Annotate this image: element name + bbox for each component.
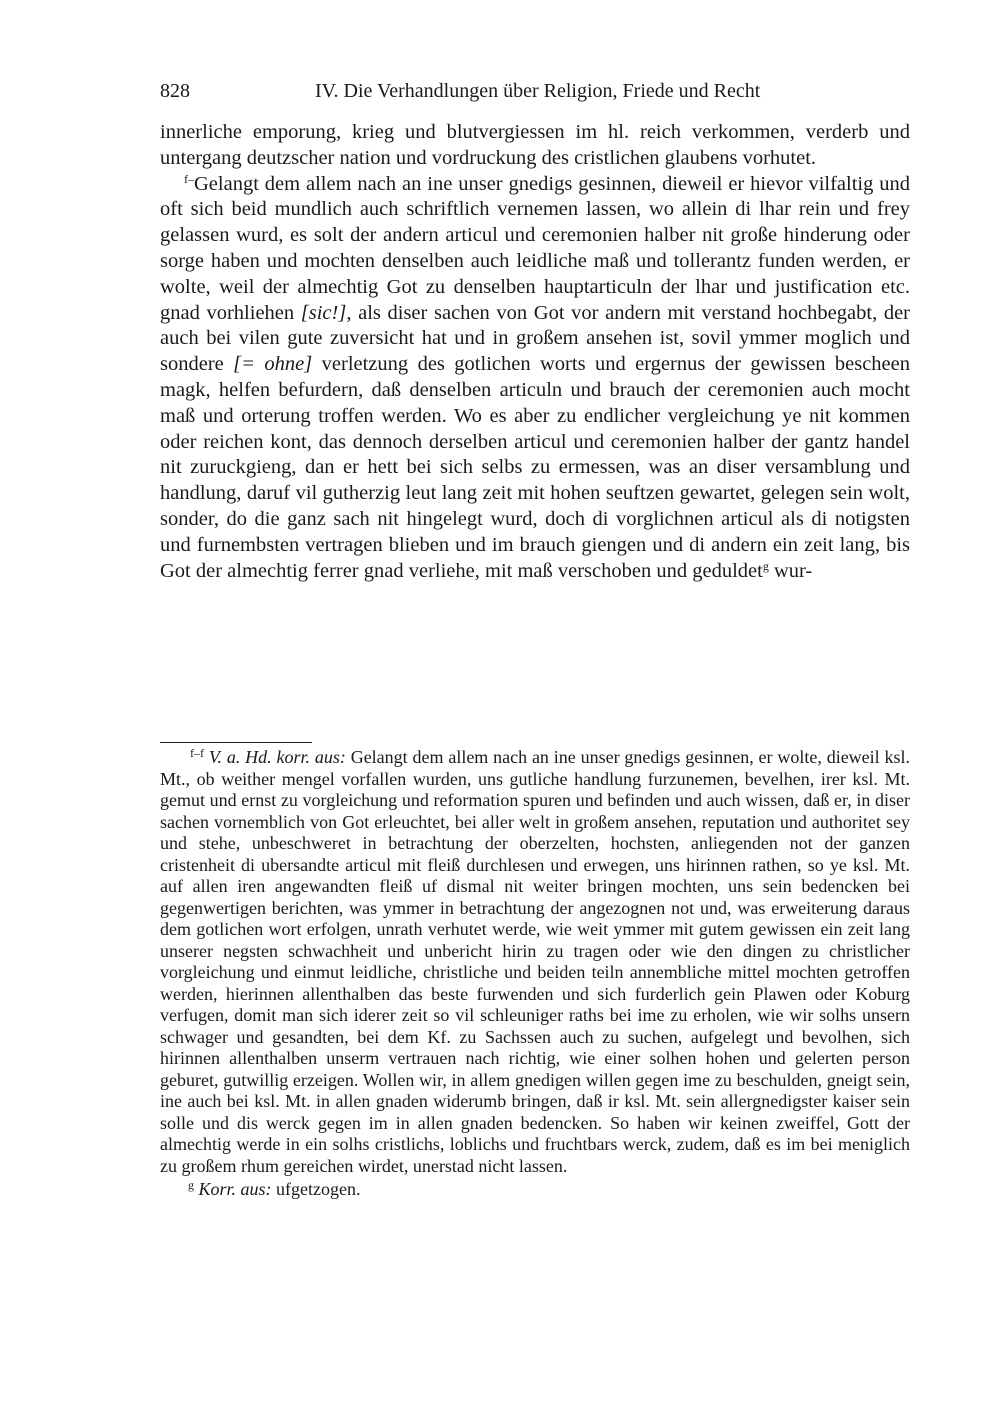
footnote-f-intro: V. a. Hd. korr. aus: (208, 747, 346, 767)
editorial-ohne: [= ohne] (233, 353, 313, 376)
footnote-f (160, 747, 910, 1177)
paragraph-2-text-d: wur- (768, 559, 813, 582)
footnote-rule (160, 742, 312, 743)
footnote-g (160, 1179, 910, 1201)
footnotes (160, 747, 910, 1201)
running-header (160, 80, 910, 110)
paragraph-2-text-c: verletzung des gotlichen worts und ergernus der gewissen bescheen magk, helfen befurdern, daß denselben articuln und brauch der ceremonien auch mocht maß und orterung troffen werden. Wo es aber zu endlicher vergleichung ye nit kommen oder reichen kont, das dennoch derselben articul und ceremonien halber der gantz handel nit zuruckgieng, dan er hett bei sich selbs zu ermessen, was an diser versamblung und handlung, daruf vil gutherzig leut lang zeit mit hohen seuftzen gewartet, gelegen sein wolt, sonder, do die ganz sach nit hingelegt wurd, doch di vorglichnen articul als di notigsten und furnembsten vertragen blieben und im brauch giengen und di andern ein zeit lang, bis Got der almechtig ferrer gnad verliehe, mit maß verschoben und geduldet (160, 353, 911, 582)
paragraph-2-text-b: , als diser sachen von Got vor andern mit verstand hochbegabt, der auch bei vilen gute zuversicht hat und in großem ansehen ist, sovil ymmer moglich und sondere (160, 301, 910, 376)
footnote-f-label: f–f (190, 746, 204, 760)
footnote-g-intro: Korr. aus: (198, 1179, 272, 1199)
paragraph-2-text-a: Gelangt dem allem nach an ine unser gnedigs gesinnen, dieweil er hievor vilfaltig und oft sich beid mundlich auch schriftlich vernemen lassen, wo allein di lhar rein und frey gelassen wurd, es solt der andern articul und ceremonien halber nit große hinderung oder sorge haben und mochten denselben auch leidliche maß und tollerantz funden werden, er wolte, weil der almechtig Got zu denselben hauptarticuln der lhar und justification etc. gnad vorhliehen (160, 172, 910, 324)
footnote-marker-g: g (762, 558, 769, 573)
paragraph-1: innerliche emporung, krieg und blutvergiessen im hl. reich verkommen, verderb und untergang deutzscher nation und vordruckung des cristlichen glaubens vorhutet. (160, 121, 910, 169)
running-title: IV. Die Verhandlungen über Religion, Friede und Recht (315, 80, 761, 102)
editorial-sic: [sic!] (300, 301, 347, 324)
footnote-g-label: g (188, 1178, 194, 1192)
main-text (160, 120, 910, 584)
paragraph-2 (160, 172, 910, 585)
footnote-f-text: Gelangt dem allem nach an ine unser gnedigs gesinnen, er wolte, dieweil ksl. Mt., ob weither mengel vorfallen wurden, uns gutliche handlung furzunemen, bevelhen, irer ksl. Mt. gemut und ernst zu vorgleichung und reformation spuren und befinden und auch wissen, daß er, in diser sachen vornemblich von Got erleuchtet, bei aller welt in großem ansehen, reputation und authoritet sey und stehe, unbeschweret in betrachtung der oberzelten, hochsten, anliegenden not der ganzen cristenheit di ubersandte articul mit fleiß durchlesen und erwegen, uns hirinnen rathen, so ye ksl. Mt. auf allen iren angewandten fleiß uf dismal nit weiter bringen mochten, uns sein bedencken bei gegenwertigen berichten, was ymmer in betrachtung der angezognen not und, was erweiterung daraus dem gotlichen wort erfolgen, unrath verhutet werde, wie weit ymmer mit gutem gewissen ein zeit lang unserer negsten schwachheit und unbericht hirin zu tragen oder wie den dingen zu christlicher vorgleichung und einmut leidliche, christliche und beiden teiln annembliche mittel mochten getroffen werden, hierinnen allenthalben das beste furwenden und sich furderlich gein Plawen oder Koburg verfugen, domit man sich iderer zeit so vil schleuniger raths bei ime zu erholen, wie wir solhs unsern schwager und gesandten, bei dem Kf. zu Sachssen auch zu suchen, aufgelegt und bevolhen, sich hirinnen allenthalben unserm vertrauen nach richtig, wie einer solhen hohen und gelerten person geburet, gutwillig erzeigen. Wollen wir, in allem gnedigen willen gegen ime zu beschulden, gneigt sein, ine auch bei ksl. Mt. in allen gnaden widerumb bringen, daß ir ksl. Mt. sein allergnedigster kaiser sein solle und dis werck gegen im in allen gnaden bedencken. So haben wir keinen zweiffel, Gott der almechtig werde in ein solhs cristlichs, loblichs und fruchtbars werck, zudem, daß es im bei meniglich zu großem rhum gereichen wirdet, unerstad nicht lassen. (160, 747, 911, 1176)
footnote-g-text: ufgetzogen. (271, 1179, 361, 1199)
footnote-marker-f: f– (184, 171, 194, 186)
page-number: 828 (160, 80, 190, 102)
